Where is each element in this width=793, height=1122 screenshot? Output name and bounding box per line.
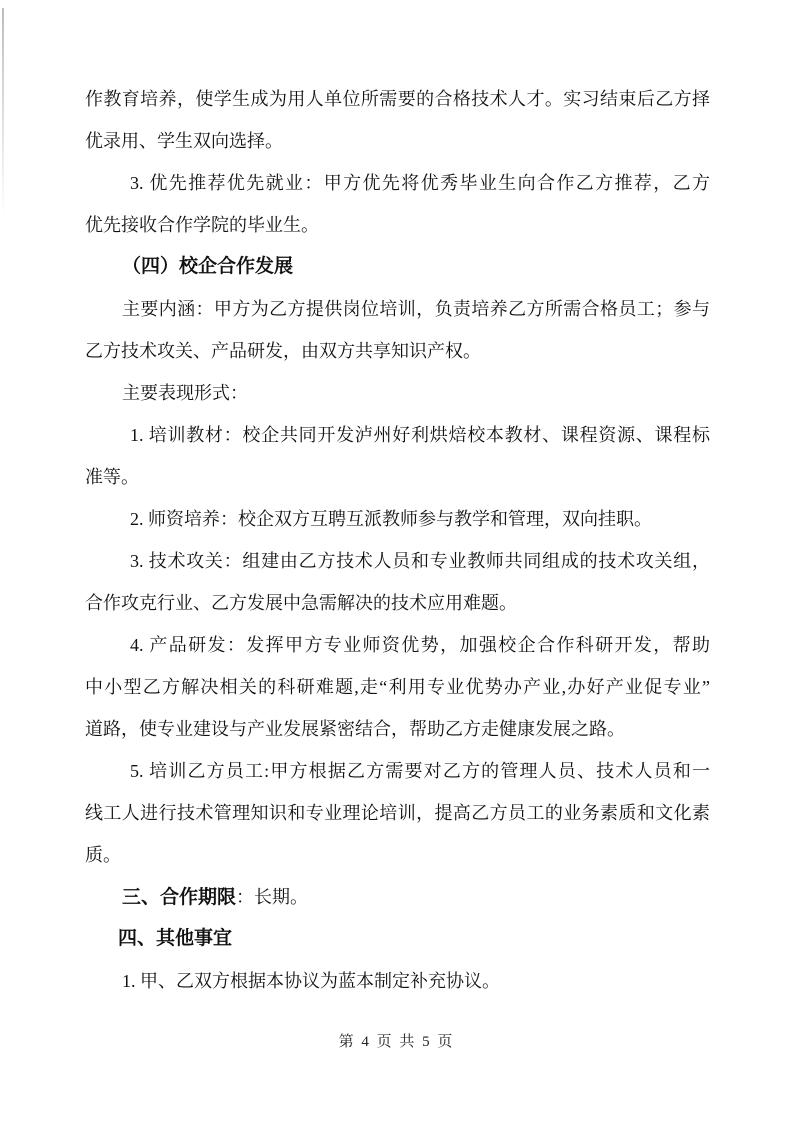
numbered-item-line: 3. 技术攻关：组建由乙方技术人员和专业教师共同组成的技术攻关组，: [130, 551, 710, 571]
numbered-item-line: 道路，使专业建设与产业发展紧密结合，帮助乙方走健康发展之路。: [85, 719, 625, 739]
numbered-item-line: 优先接收合作学院的毕业生。: [85, 215, 319, 235]
document-body: [85, 78, 710, 1002]
numbered-item-line: 5. 培训乙方员工:甲方根据乙方需要对乙方的管理人员、技术人员和一: [130, 761, 710, 781]
section-heading-term: [85, 876, 710, 918]
numbered-item-line: 合作攻克行业、乙方发展中急需解决的技术应用难题。: [85, 593, 517, 613]
body-line: 主要表现形式：: [122, 383, 248, 403]
body-line: 作教育培养，使学生成为用人单位所需要的合格技术人才。实习结束后乙方择: [85, 89, 710, 109]
body-line: 乙方技术攻关、产品研发，由双方共享知识产权。: [85, 341, 481, 361]
numbered-item-line: 1. 甲、乙双方根据本协议为蓝本制定补充协议。: [122, 971, 500, 991]
numbered-item-line: 1. 培训教材：校企共同开发泸州好利烘焙校本教材、课程资源、课程标: [130, 425, 710, 445]
section-term-value: ：长期。: [236, 887, 309, 907]
numbered-item-line: 3. 优先推荐优先就业：甲方优先将优秀毕业生向合作乙方推荐，乙方: [130, 173, 710, 193]
numbered-item-line: 线工人进行技术管理知识和专业理论培训，提高乙方员工的业务素质和文化素: [85, 803, 710, 823]
body-line: 优录用、学生双向选择。: [85, 131, 283, 151]
section-heading-term-label: 三、合作期限: [122, 887, 237, 908]
page-number-footer: 第 4 页 共 5 页: [338, 1034, 455, 1050]
numbered-item-line: 质。: [85, 845, 121, 865]
numbered-item-line: 中小型乙方解决相关的科研难题,走“利用专业优势办产业,办好产业促专业”: [85, 677, 710, 697]
numbered-item-line: 2. 师资培养：校企双方互聘互派教师参与教学和管理，双向挂职。: [130, 509, 652, 529]
scan-edge-artifact: [2, 8, 4, 218]
subsection-heading: （四）校企合作发展: [122, 256, 294, 277]
body-line: 主要内涵：甲方为乙方提供岗位培训，负责培养乙方所需合格员工；参与: [122, 299, 710, 319]
numbered-item-line: 准等。: [85, 467, 139, 487]
numbered-item-line: 4. 产品研发：发挥甲方专业师资优势，加强校企合作科研开发，帮助: [130, 635, 710, 655]
section-heading-other: 四、其他事宜: [118, 928, 233, 949]
